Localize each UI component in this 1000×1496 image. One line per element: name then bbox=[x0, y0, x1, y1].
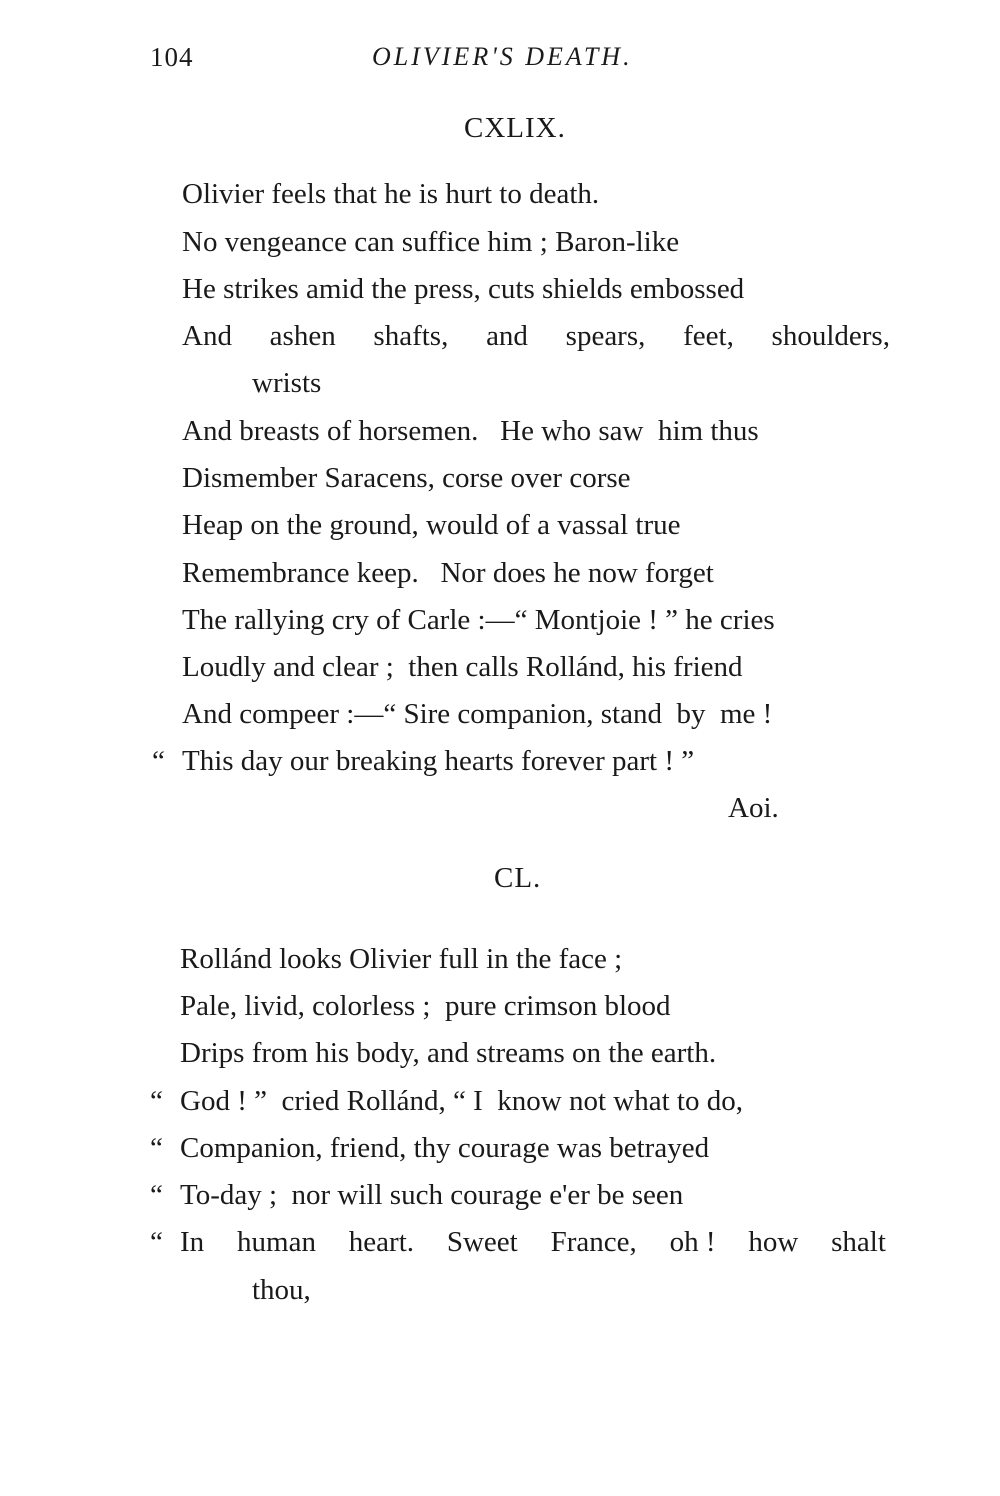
verse-line: Companion, friend, thy courage was betrayed bbox=[180, 1132, 710, 1164]
open-quote-mark: “ bbox=[150, 1132, 163, 1164]
verse-line-justified bbox=[182, 318, 890, 354]
stanza-heading: CXLIX. bbox=[464, 112, 566, 144]
verse-line: He strikes amid the press, cuts shields embossed bbox=[182, 273, 745, 305]
verse-line-continuation: thou, bbox=[252, 1274, 311, 1306]
verse-line: Heap on the ground, would of a vassal true bbox=[182, 509, 681, 541]
verse-line: Loudly and clear ; then calls Rollánd, his friend bbox=[182, 651, 743, 683]
verse-word: shoulders, bbox=[771, 320, 890, 352]
open-quote-mark: “ bbox=[150, 1085, 163, 1117]
verse-word: how bbox=[748, 1226, 799, 1258]
verse-word: In bbox=[180, 1226, 205, 1258]
verse-word: France, bbox=[550, 1226, 637, 1258]
page-number: 104 bbox=[150, 42, 194, 72]
verse-line: God ! ” cried Rollánd, “ I know not what to do, bbox=[180, 1085, 743, 1117]
verse-line: And compeer :—“ Sire companion, stand by me ! bbox=[182, 698, 773, 730]
open-quote-mark: “ bbox=[150, 1179, 163, 1211]
verse-line: And breasts of horsemen. He who saw him thus bbox=[182, 415, 759, 447]
open-quote-mark: “ bbox=[152, 745, 165, 777]
verse-word: Sweet bbox=[446, 1226, 518, 1258]
verse-line: Olivier feels that he is hurt to death. bbox=[182, 178, 600, 210]
running-title: OLIVIER'S DEATH. bbox=[372, 42, 633, 71]
verse-word: And bbox=[182, 320, 232, 352]
verse-word: feet, bbox=[683, 320, 734, 352]
verse-word: shalt bbox=[831, 1226, 886, 1258]
verse-line: Rollánd looks Olivier full in the face ; bbox=[180, 943, 623, 975]
verse-word: heart. bbox=[348, 1226, 415, 1258]
verse-line: No vengeance can suffice him ; Baron-like bbox=[182, 226, 680, 258]
verse-word: spears, bbox=[565, 320, 646, 352]
refrain-aoi: Aoi. bbox=[728, 792, 779, 824]
verse-line-justified bbox=[180, 1224, 886, 1260]
verse-line: Dismember Saracens, corse over corse bbox=[182, 462, 631, 494]
verse-word: and bbox=[486, 320, 528, 352]
verse-line: Drips from his body, and streams on the earth. bbox=[180, 1037, 717, 1069]
stanza-heading: CL. bbox=[494, 862, 542, 894]
verse-line: The rallying cry of Carle :—“ Montjoie ! ” he cries bbox=[182, 604, 775, 636]
open-quote-mark: “ bbox=[150, 1226, 163, 1258]
verse-line: Remembrance keep. Nor does he now forget bbox=[182, 557, 714, 589]
verse-word: ashen bbox=[269, 320, 336, 352]
verse-line-continuation: wrists bbox=[252, 367, 322, 399]
verse-line: Pale, livid, colorless ; pure crimson blood bbox=[180, 990, 671, 1022]
verse-word: oh ! bbox=[669, 1226, 716, 1258]
verse-word: human bbox=[237, 1226, 316, 1258]
verse-line: To-day ; nor will such courage e'er be seen bbox=[180, 1179, 684, 1211]
verse-line: This day our breaking hearts forever part ! ” bbox=[182, 745, 695, 777]
verse-word: shafts, bbox=[373, 320, 449, 352]
